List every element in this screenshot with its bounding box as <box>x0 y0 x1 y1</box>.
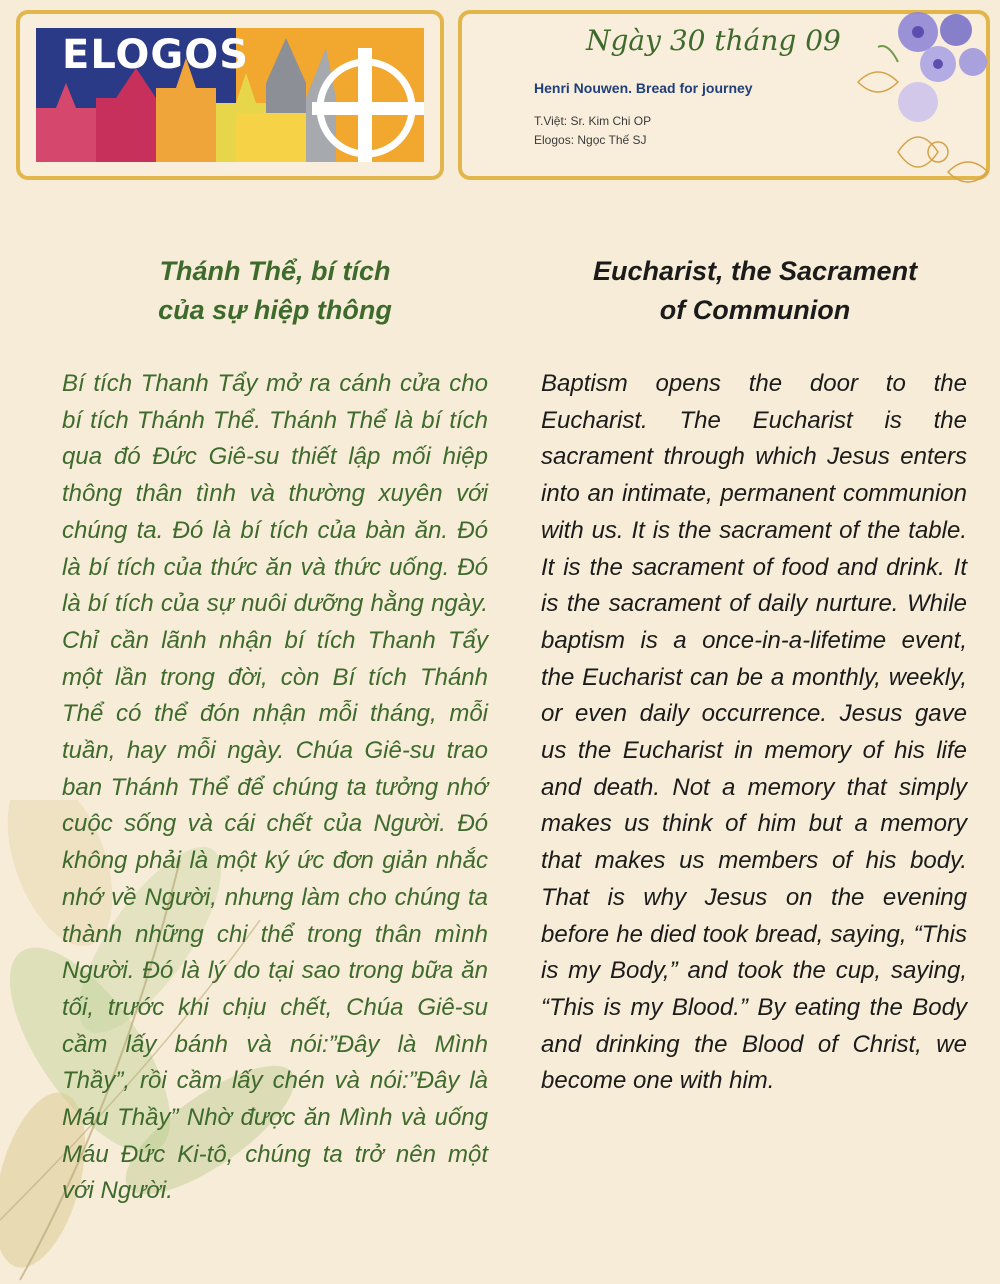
editor-credit: Elogos: Ngọc Thế SJ <box>534 133 647 147</box>
vietnamese-body-text: Bí tích Thanh Tẩy mở ra cánh cửa cho bí tích Thánh Thể. Thánh Thể là bí tích qua đó Đức Giê-su thiết lập mối hiệp thông thân tình và thường xuyên với chúng ta. Đó là bí tích của bàn ăn. Đó là bí tích của thức ăn và thức uống. Đó là bí tích của sự nuôi dưỡng hằng ngày. Chỉ cần lãnh nhận bí tích Thanh Tẩy một lần trong đời, còn Bí tích Thánh Thể có thể đón nhận mỗi tháng, mỗi tuần, hay mỗi ngày. Chúa Giê-su trao ban Thánh Thể để chúng ta tưởng nhớ cuộc sống và cái chết của Người. Đó không phải là một ký ức đơn giản nhắc nhớ về Người, nhưng làm cho chúng ta thành những chi thể trong thân mình Người. Đó là lý do tại sao trong bữa ăn tối, trước khi chịu chết, Chúa Giê-su cầm lấy bánh và nói:”Đây là Mình Thầy”, rồi cầm lấy chén và nói:”Đây là Máu Thầy” Nhờ được ăn Mình và uống Máu Đức Ki-tô, chúng ta trở nên một với Người. <box>62 370 488 1205</box>
date-heading: Ngày 30 tháng 09 <box>586 24 841 57</box>
english-title-line-1: Eucharist, the Sacrament <box>592 256 918 286</box>
elogos-logo <box>36 28 424 162</box>
flower-decoration-icon <box>838 2 998 198</box>
logo-text: ELOGOS <box>62 32 250 78</box>
english-title <box>540 252 970 330</box>
english-title-line-2: of Communion <box>659 295 851 325</box>
vietnamese-title <box>60 252 490 330</box>
translator-credit: T.Việt: Sr. Kim Chi OP <box>534 114 652 128</box>
source-title: Henri Nouwen. Bread for journey <box>534 80 753 96</box>
english-body-text: Baptism opens the door to the Eucharist. The Eucharist is the sacrament through which Jesus enters into an intimate, permanent communion with us. It is the sacrament of the table. It is the sacrament of food and drink. It is the sacrament of daily nurture. While baptism is a once-in-a-lifetime event, the Eucharist can be a monthly, weekly, or even daily occurrence. Jesus gave us the Eucharist in memory of his life and death. Not a memory that simply makes us think of him but a memory that makes us members of his body. That is why Jesus on the evening before he died took bread, saying, “This is my Body,” and took the cup, saying, “This is my Blood.” By eating the Body and drinking the Blood of Christ, we become one with him. <box>541 370 967 1095</box>
vietnamese-title-line-2: của sự hiệp thông <box>158 295 392 325</box>
vietnamese-title-line-1: Thánh Thể, bí tích <box>159 256 391 286</box>
